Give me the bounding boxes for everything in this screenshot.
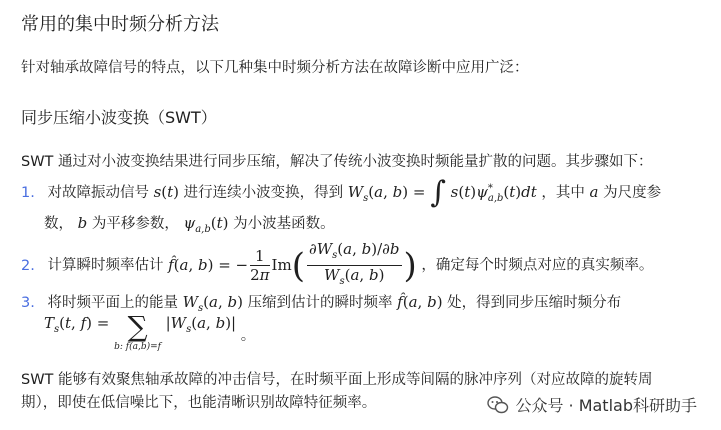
step-1-text-e: 数， <box>44 216 73 232</box>
watermark-text: 公众号 · Matlab科研助手 <box>515 396 697 415</box>
section-title: 同步压缩小波变换（SWT） <box>21 108 217 127</box>
step-1-line-1: 1. 对故障振动信号 s(t) 进行连续小波变换，得到 $W_s(a$, b) = ∫ $s(t)\psi^*_{a,b}(t)dt$ ，其中 a 为尺度参 <box>21 175 662 210</box>
intro-paragraph: 针对轴承故障信号的特点，以下几种集中时频分析方法在故障诊断中应用广泛： <box>21 60 529 76</box>
synchrosqueezed-formula: $T_s(t$, f) = ∑ b: f̂(a,b)=f $|W_s(a$, b)| 。 <box>44 310 256 352</box>
step-1-text-c: ，其中 <box>541 185 585 201</box>
step-2-number: 2. <box>21 257 35 274</box>
step-3-text-c: 处，得到同步压缩时频分布 <box>447 295 622 311</box>
step-1-text-a: 对故障振动信号 <box>47 185 149 201</box>
step-3-number: 3. <box>21 295 35 311</box>
step-3-line-1: 3. 将时频平面上的能量 $W_s(a$, b) 压缩到估计的瞬时频率 f̂(a, b) 处，得到同步压缩时频分布 <box>21 293 622 314</box>
conclusion-line-1: SWT 能够有效聚焦轴承故障的冲击信号，在时频平面上形成等间隔的脉冲序列（对应故障的旋转周 <box>21 372 653 388</box>
conclusion-line-2: 期），即使在低信噪比下，也能清晰识别故障特征频率。 <box>21 395 377 411</box>
cwt-formula: $W_s(a$, b) = ∫ $s(t)\psi^*_{a,b}(t)dt$ <box>347 175 537 210</box>
step-3-text-d: 。 <box>240 328 256 344</box>
step-3-text-b: 压缩到估计的瞬时频率 <box>247 295 393 311</box>
step-1-number: 1. <box>21 185 35 201</box>
section-description: SWT 通过对小波变换结果进行同步压缩，解决了传统小波变换时频能量扩散的问题。其步骤如下： <box>21 154 653 170</box>
step-1-text-f: 为平移参数， <box>91 216 179 232</box>
step-1-text-b: 进行连续小波变换，得到 <box>183 185 344 201</box>
step-1-text-g: 为小波基函数。 <box>233 216 335 232</box>
watermark <box>487 393 697 416</box>
step-1-text-d: 为尺度参 <box>603 185 662 201</box>
wechat-icon <box>487 396 509 414</box>
page-title: 常用的集中时频分析方法 <box>21 14 219 35</box>
frequency-formula: f̂(a, b) = − $\frac{1}{2\pi}$ Im( $\frac{\partial W_s(a, b)/\partial b}{W_s(a, b)}$ ) <box>168 240 417 287</box>
step-2-text-b: ，确定每个时频点对应的真实频率。 <box>421 257 654 274</box>
step-2-text-a: 计算瞬时频率估计 <box>47 257 164 274</box>
signal-formula: s <box>153 183 162 201</box>
step-3-text-a: 将时频平面上的能量 <box>47 295 178 311</box>
step-2 <box>21 240 653 291</box>
step-1-line-2: 数， b 为平移参数， $\psi_{a,b}(t)$ 为小波基函数。 <box>44 214 335 235</box>
